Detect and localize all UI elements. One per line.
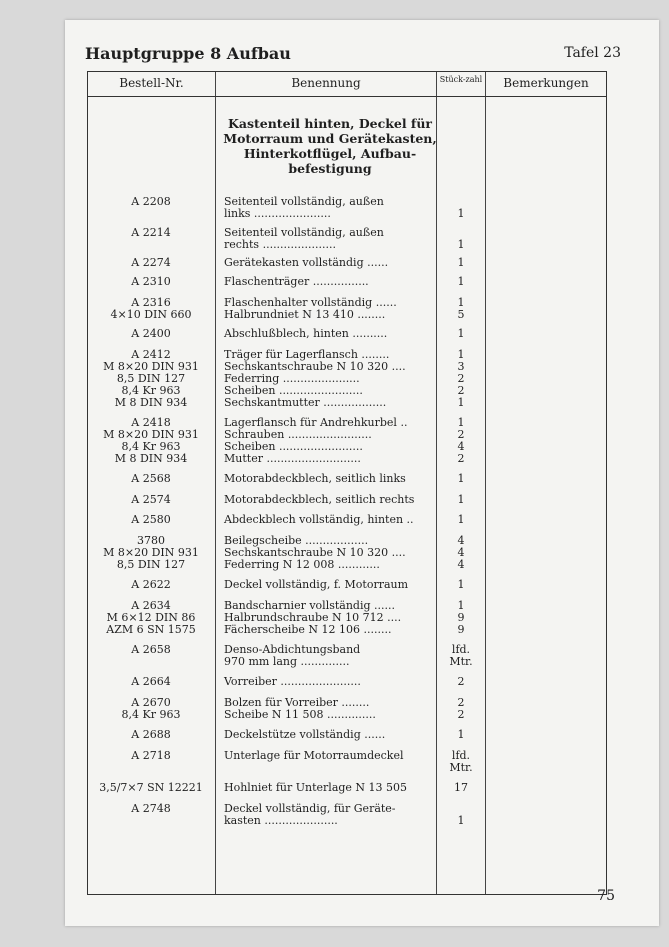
order-no-cell: 8,4 Kr 963	[121, 384, 181, 397]
name-cell: Scheiben ........................	[224, 384, 363, 397]
order-no-cell: A 2208	[131, 195, 171, 208]
name-cell: Scheiben ........................	[224, 440, 363, 453]
order-no-cell: M 8 DIN 934	[114, 396, 188, 409]
name-cell: Unterlage für Motorraumdeckel	[224, 749, 404, 762]
name-cell: Federring N 12 008 ............	[224, 558, 380, 571]
name-cell: Vorreiber .......................	[224, 675, 361, 688]
order-no-cell: A 2214	[131, 226, 171, 239]
header-rule	[88, 96, 606, 97]
qty-cell: 3	[457, 360, 465, 373]
name-cell: Abdeckblech vollständig, hinten ..	[224, 513, 414, 526]
name-cell: Mutter ...........................	[224, 452, 361, 465]
qty-cell: 1	[457, 256, 465, 269]
qty-cell: 2	[457, 372, 465, 385]
column-header-name: Benennung	[291, 76, 361, 90]
name-cell: Scheibe N 11 508 ..............	[224, 708, 376, 721]
name-cell: Abschlußblech, hinten ..........	[224, 327, 388, 340]
qty-cell: 1	[457, 493, 465, 506]
qty-cell: 1	[457, 348, 465, 361]
qty-cell: 1	[457, 728, 465, 741]
name-cell: Seitenteil vollständig, außen	[224, 195, 384, 208]
section-title-line: Motorraum und Gerätekasten,	[223, 131, 437, 146]
qty-cell: 2	[457, 696, 465, 709]
column-header-qty: Stück-zahl	[439, 75, 483, 84]
qty-cell: 9	[457, 611, 465, 624]
order-no-cell: A 2634	[131, 599, 171, 612]
qty-cell: Mtr.	[449, 655, 473, 668]
name-cell: Sechskantschraube N 10 320 ....	[224, 546, 406, 559]
order-no-cell: M 8×20 DIN 931	[103, 546, 199, 559]
name-cell: links ......................	[224, 207, 331, 220]
name-cell: Federring ......................	[224, 372, 360, 385]
order-no-cell: A 2412	[131, 348, 171, 361]
order-no-cell: 3780	[137, 534, 165, 547]
document-page	[65, 20, 659, 926]
qty-cell: 1	[457, 296, 465, 309]
qty-cell: 2	[457, 452, 465, 465]
qty-cell: 1	[457, 238, 465, 251]
order-no-cell: 8,4 Kr 963	[121, 708, 181, 721]
order-no-cell: M 8×20 DIN 931	[103, 428, 199, 441]
order-no-cell: 8,5 DIN 127	[116, 558, 186, 571]
qty-cell: lfd.	[451, 643, 471, 656]
name-cell: Sechskantschraube N 10 320 ....	[224, 360, 406, 373]
name-cell: rechts .....................	[224, 238, 337, 251]
qty-cell: 2	[457, 384, 465, 397]
qty-cell: 1	[457, 327, 465, 340]
name-cell: Seitenteil vollständig, außen	[224, 226, 384, 239]
qty-cell: 1	[457, 416, 465, 429]
qty-cell: 2	[457, 428, 465, 441]
name-cell: kasten .....................	[224, 814, 338, 827]
order-no-cell: A 2664	[131, 675, 171, 688]
name-cell: Sechskantmutter ..................	[224, 396, 387, 409]
column-header-order-no: Bestell-Nr.	[119, 76, 184, 90]
section-title-line: befestigung	[288, 161, 372, 176]
name-cell: Bandscharnier vollständig ......	[224, 599, 395, 612]
order-no-cell: M 8×20 DIN 931	[103, 360, 199, 373]
order-no-cell: A 2658	[131, 643, 171, 656]
qty-cell: 4	[457, 440, 465, 453]
page-number: 75	[597, 888, 615, 904]
qty-cell: 1	[457, 275, 465, 288]
name-cell: 970 mm lang ..............	[224, 655, 350, 668]
qty-cell: 1	[457, 513, 465, 526]
qty-cell: Mtr.	[449, 761, 473, 774]
qty-cell: 4	[457, 534, 465, 547]
qty-cell: 17	[454, 781, 468, 794]
order-no-cell: AZM 6 SN 1575	[106, 623, 196, 636]
qty-cell: 1	[457, 599, 465, 612]
name-cell: Schrauben ........................	[224, 428, 372, 441]
name-cell: Gerätekasten vollständig ......	[224, 256, 389, 269]
column-divider	[215, 72, 216, 894]
qty-cell: 4	[457, 546, 465, 559]
order-no-cell: A 2748	[131, 802, 171, 815]
order-no-cell: 4×10 DIN 660	[110, 308, 192, 321]
column-divider	[485, 72, 486, 894]
name-cell: Motorabdeckblech, seitlich rechts	[224, 493, 415, 506]
page-header-title: Hauptgruppe 8 Aufbau	[85, 44, 291, 63]
order-no-cell: 8,4 Kr 963	[121, 440, 181, 453]
qty-cell: 2	[457, 675, 465, 688]
qty-cell: 1	[457, 814, 465, 827]
name-cell: Träger für Lagerflansch ........	[224, 348, 390, 361]
name-cell: Deckel vollständig, für Geräte-	[224, 802, 396, 815]
name-cell: Bolzen für Vorreiber ........	[224, 696, 370, 709]
name-cell: Motorabdeckblech, seitlich links	[224, 472, 406, 485]
order-no-cell: M 8 DIN 934	[114, 452, 188, 465]
section-title-line: Hinterkotflügel, Aufbau-	[243, 146, 417, 161]
order-no-cell: A 2580	[131, 513, 171, 526]
name-cell: Lagerflansch für Andrehkurbel ..	[224, 416, 408, 429]
name-cell: Fächerscheibe N 12 106 ........	[224, 623, 392, 636]
order-no-cell: M 6×12 DIN 86	[106, 611, 196, 624]
order-no-cell: A 2274	[131, 256, 171, 269]
order-no-cell: A 2316	[131, 296, 171, 309]
order-no-cell: A 2310	[131, 275, 171, 288]
name-cell: Halbrundschraube N 10 712 ....	[224, 611, 402, 624]
order-no-cell: A 2418	[131, 416, 171, 429]
order-no-cell: A 2574	[131, 493, 171, 506]
qty-cell: 1	[457, 578, 465, 591]
order-no-cell: A 2688	[131, 728, 171, 741]
qty-cell: 4	[457, 558, 465, 571]
order-no-cell: A 2568	[131, 472, 171, 485]
qty-cell: 1	[457, 207, 465, 220]
name-cell: Deckelstütze vollständig ......	[224, 728, 386, 741]
section-title	[218, 116, 442, 176]
qty-cell: lfd.	[451, 749, 471, 762]
qty-cell: 9	[457, 623, 465, 636]
name-cell: Hohlniet für Unterlage N 13 505	[224, 781, 408, 794]
order-no-cell: A 2718	[131, 749, 171, 762]
page-header-table-number: Tafel 23	[564, 45, 621, 61]
order-no-cell: A 2670	[131, 696, 171, 709]
order-no-cell: 3,5/7×7 SN 12221	[99, 781, 203, 794]
section-title-line: Kastenteil hinten, Deckel für	[227, 116, 432, 131]
name-cell: Beilegscheibe ..................	[224, 534, 369, 547]
qty-cell: 5	[457, 308, 465, 321]
parts-table	[87, 71, 607, 895]
name-cell: Halbrundniet N 13 410 ........	[224, 308, 386, 321]
name-cell: Denso-Abdichtungsband	[224, 643, 361, 656]
column-header-remarks: Bemerkungen	[503, 76, 589, 90]
qty-cell: 1	[457, 396, 465, 409]
order-no-cell: A 2400	[131, 327, 171, 340]
qty-cell: 2	[457, 708, 465, 721]
name-cell: Deckel vollständig, f. Motorraum	[224, 578, 409, 591]
name-cell: Flaschenträger ................	[224, 275, 369, 288]
order-no-cell: 8,5 DIN 127	[116, 372, 186, 385]
order-no-cell: A 2622	[131, 578, 171, 591]
name-cell: Flaschenhalter vollständig ......	[224, 296, 397, 309]
qty-cell: 1	[457, 472, 465, 485]
